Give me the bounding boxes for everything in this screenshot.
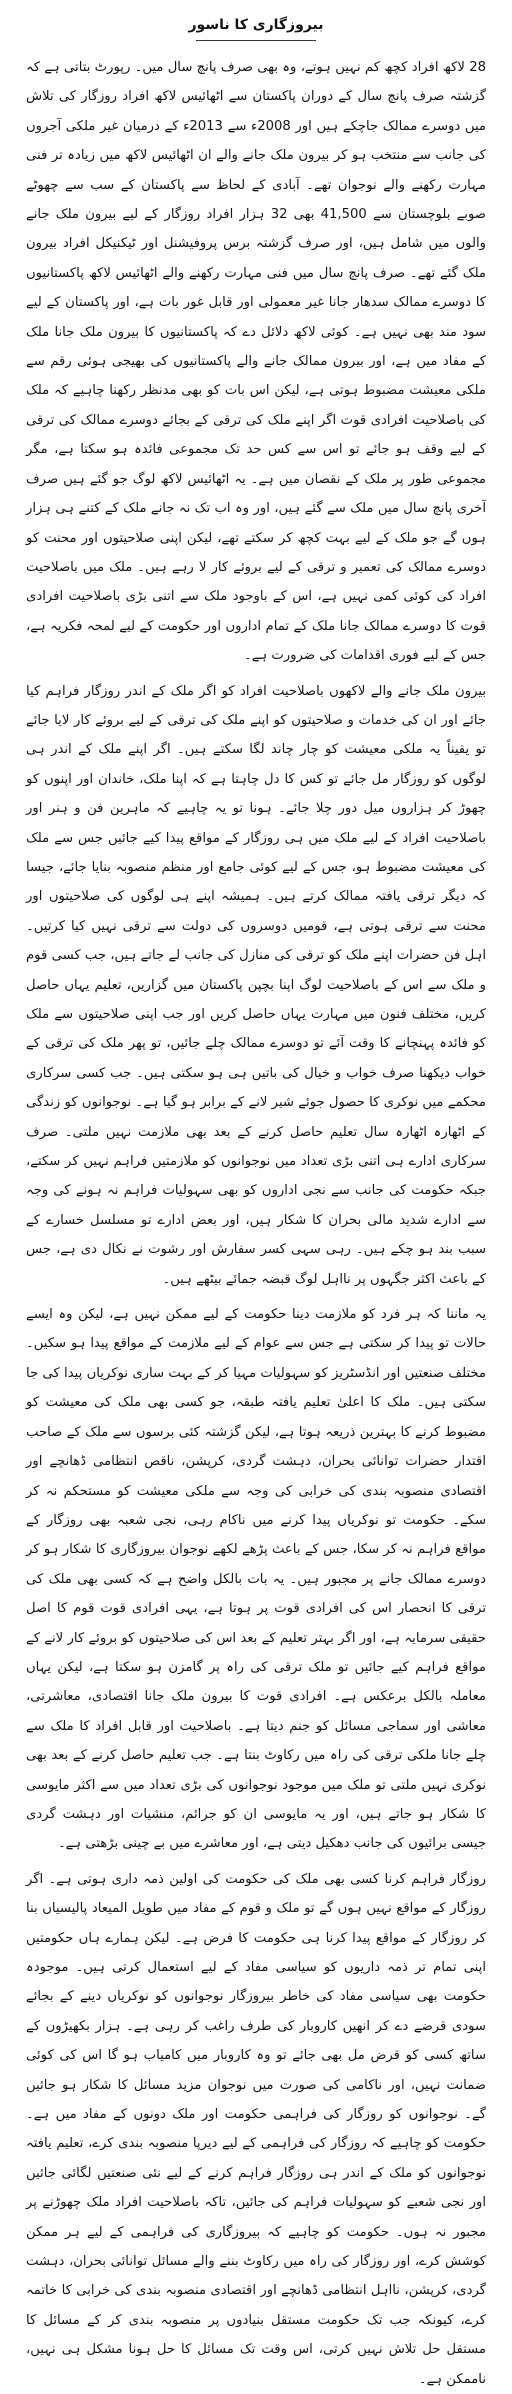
- title-underline: [196, 40, 316, 41]
- article-body: [26, 53, 486, 2394]
- article-title: بیروزگاری کا ناسور: [188, 17, 324, 33]
- article-paragraph: 28 لاکھ افراد کچھ کم نہیں ہوتے، وہ بھی صرف پانچ سال میں۔ رپورٹ بتاتی ہے کہ گزشتہ صرف پانچ سال کے دوران پاکستان سے اٹھائیس لاکھ افراد روزگار کی تلاش میں دوسرے ممالک جاچکے ہیں اور 2008ء سے 2013ء کے درمیان غیر ملکی آجروں کی جانب سے منتخب ہو کر بیرون ملک جانے والے ان اٹھائیس لاکھ میں زیادہ تر فنی مہارت رکھنے والے نوجوان تھے۔ آبادی کے لحاظ سے پاکستان کے سب سے چھوٹے صوبے بلوچستان سے 41,500 بھی 32 ہزار افراد روزگار کے لیے بیرون ملک جانے والوں میں شامل ہیں، اور صرف گزشتہ برس پروفیشنل اور ٹیکنیکل افراد بیرون ملک گئے تھے۔ صرف پانچ سال میں فنی مہارت رکھنے والے اٹھائیس لاکھ پاکستانیوں کا دوسرے ممالک سدھار جانا غیر معمولی اور قابل غور بات ہے، اور پاکستان کے لیے سود مند بھی نہیں ہے۔ کوئی لاکھ دلائل دے کہ پاکستانیوں کا بیرون ملک جانا ملک کے مفاد میں ہے، اور بیرون ممالک جانے والے پاکستانیوں کی بھیجی ہوئی رقم سے ملکی معیشت مضبوط ہوتی ہے، لیکن اس بات کو بھی مدنظر رکھنا چاہیے کہ ملک کی باصلاحیت افرادی قوت اگر اپنے ملک کی ترقی کے بجائے دوسرے ممالک کی ترقی کے لیے وقف ہو جائے تو اس سے کس حد تک مجموعی فائدہ ہو سکتا ہے، مگر مجموعی طور پر ملک کے نقصان میں ہے۔ یہ اٹھائیس لاکھ لوگ جو گئے ہیں صرف آخری پانچ سال میں ملک سے گئے ہیں، اور وہ اب تک نہ جانے ملک کے کتنے ہی ہزار ہوں گے جو ملک کے لیے بہت کچھ کر سکتے تھے، لیکن اپنی صلاحیتوں اور محنت کو دوسرے ممالک کی تعمیر و ترقی کے لیے بروئے کار لا رہے ہیں۔ ملک میں باصلاحیت افراد کی کوئی کمی نہیں ہے، اس کے باوجود ملک سے اتنی بڑی باصلاحیت افرادی قوت کا دوسرے ممالک جانا ملک کے تمام اداروں اور حکومت کے لیے لمحہ فکریہ ہے، جس کے لیے فوری اقدامات کی ضرورت ہے۔: [26, 60, 486, 664]
- article-paragraph: روزگار فراہم کرنا کسی بھی ملک کی حکومت کی اولین ذمہ داری ہوتی ہے۔ اگر روزگار کے مواقع نہیں ہوں گے تو ملک و قوم کے مفاد میں طویل المیعاد پالیسیاں بنا کر روزگار کے مواقع پیدا کرنا ہی حکومت کا فرض ہے۔ لیکن ہمارے ہاں حکومتیں اپنی تمام تر ذمہ داریوں کو سیاسی مفاد کے لیے استعمال کرتی ہیں۔ موجودہ حکومت بھی سیاسی مفاد کی خاطر بیروزگار نوجوانوں کو نوکریاں دینے کے بجائے سودی قرضے دے کر انھیں کاروبار کی طرف راغب کر رہی ہے۔ ہزار بکھیڑوں کے ساتھ کسی کو قرض مل بھی جائے تو وہ کاروبار میں کامیاب ہو گا اس کی کوئی ضمانت نہیں، اور ناکامی کی صورت میں نوجوان مزید مسائل کا شکار ہو جائیں گے۔ نوجوانوں کو روزگار کی فراہمی حکومت اور ملک دونوں کے مفاد میں ہے۔ حکومت کو چاہیے کہ روزگار کی فراہمی کے لیے دیرپا منصوبہ بندی کرے، تعلیم یافتہ نوجوانوں کو ملک کے اندر ہی روزگار فراہم کرنے کے لیے نئی صنعتیں لگائی جائیں اور نجی شعبے کو سہولیات فراہم کی جائیں، تاکہ باصلاحیت افراد ملک چھوڑنے پر مجبور نہ ہوں۔ حکومت کو چاہیے کہ بیروزگاری کی فراہمی کے لیے ہر ممکن کوشش کرے، اور روزگار کی راہ میں رکاوٹ بننے والے مسائل توانائی بحران، دہشت گردی، کرپشن، نااہل انتظامی ڈھانچے اور اقتصادی منصوبہ بندی کی خرابی کا خاتمہ کرے، کیونکہ جب تک حکومت مستقل بنیادوں پر منصوبہ بندی کر کے مسائل کا مستقل حل تلاش نہیں کرتی، اس وقت تک مسائل کا حل ہونا مشکل ہی نہیں، ناممکن ہے۔: [26, 1871, 486, 2387]
- article-paragraph: بیرون ملک جانے والے لاکھوں باصلاحیت افراد کو اگر ملک کے اندر روزگار فراہم کیا جائے اور ان کی خدمات و صلاحیتوں کو اپنے ملک کی ترقی کے لیے بروئے کار لایا جائے تو یقیناً یہ ملکی معیشت کو چار چاند لگا سکتے ہیں۔ اگر اپنے ملک کے اندر ہی لوگوں کو روزگار مل جائے تو کس کا دل چاہتا ہے کہ اپنا ملک، خاندان اور اپنوں کو چھوڑ کر ہزاروں میل دور چلا جائے۔ ہونا تو یہ چاہیے کہ ماہرین فن و ہنر اور باصلاحیت افراد کے لیے ملک میں ہی روزگار کے مواقع پیدا کیے جائیں جس سے ملک کی معیشت مضبوط ہو، جس کے لیے کوئی جامع اور منظم منصوبہ بنایا جائے، جیسا کہ دیگر ترقی یافتہ ممالک کرتے ہیں۔ ہمیشہ اپنے ہی لوگوں کی صلاحیتوں اور محنت سے ترقی ہوتی ہے، قومیں دوسروں کی دولت سے ترقی نہیں کیا کرتیں۔ اہل فن حضرات اپنے ملک کو ترقی کی منازل کی جانب لے جاتے ہیں، جب کسی قوم و ملک سے اس کے باصلاحیت لوگ اپنا بچپن پاکستان میں گزاریں، تعلیم یہاں حاصل کریں، مختلف فنون میں مہارت یہاں حاصل کریں اور جب اپنی صلاحیتوں سے ملک کو فائدہ پہنچانے کا وقت آئے تو دوسرے ممالک چلے جائیں، تو پھر ملک کی ترقی کے خواب دیکھنا صرف خواب و خیال کی باتیں ہی ہو سکتی ہیں۔ جب کسی سرکاری محکمے میں نوکری کا حصول جوئے شیر لانے کے برابر ہو گیا ہے۔ نوجوانوں کو زندگی کے اٹھارہ اٹھارہ سال تعلیم حاصل کرنے کے بعد بھی ملازمت نہیں ملتی۔ صرف سرکاری ادارے ہی اتنی بڑی تعداد میں نوجوانوں کو ملازمتیں فراہم نہیں کر سکتے، جبکہ حکومت کی جانب سے نجی اداروں کو بھی سہولیات فراہم نہ ہونے کی وجہ سے ادارے شدید مالی بحران کا شکار ہیں، اور بعض ادارے تو مسلسل خسارے کے سبب بند ہو چکے ہیں۔ رہی سہی کسر سفارش اور رشوت نے نکال دی ہے، جس کے باعث اکثر جگہوں پر نااہل لوگ قبضہ جمائے بیٹھے ہیں۔: [26, 683, 486, 1287]
- article-paragraph: یہ ماننا کہ ہر فرد کو ملازمت دینا حکومت کے لیے ممکن نہیں ہے، لیکن وہ ایسے حالات تو پیدا کر سکتی ہے جس سے عوام کے لیے ملازمت کے مواقع پیدا ہو سکیں۔ مختلف صنعتیں اور انڈسٹریز کو سہولیات مہیا کر کے بہت ساری نوکریاں پیدا کی جا سکتی ہیں۔ ملک کا اعلیٰ تعلیم یافتہ طبقہ، جو کسی بھی ملک کی معیشت کو مضبوط کرنے کا بہترین ذریعہ ہوتا ہے، لیکن گزشتہ کئی برسوں سے ملک کے صاحب اقتدار حضرات توانائی بحران، دہشت گردی، کرپشن، ناقص انتظامی ڈھانچے اور اقتصادی منصوبہ بندی کی خرابی کی وجہ سے ملکی معیشت کو مستحکم نہ کر سکے۔ حکومت تو نوکریاں پیدا کرنے میں ناکام رہی، نجی شعبہ بھی روزگار کے مواقع فراہم نہ کر سکا، جس کے باعث پڑھے لکھے نوجوان بیروزگاری کا شکار ہو کر دوسرے ممالک جانے پر مجبور ہیں۔ یہ بات بالکل واضح ہے کہ کسی بھی ملک کی ترقی کا انحصار اس کی افرادی قوت پر ہوتا ہے، یہی افرادی قوت قوم کا اصل حقیقی سرمایہ ہے، اور اگر بہتر تعلیم کے بعد اس کی صلاحیتوں کو بروئے کار لانے کے مواقع فراہم کیے جائیں تو ملک ترقی کی راہ پر گامزن ہو سکتا ہے، لیکن یہاں معاملہ بالکل برعکس ہے۔ افرادی قوت کا بیرون ملک جانا اقتصادی، معاشرتی، معاشی اور سماجی مسائل کو جنم دیتا ہے۔ باصلاحیت اور قابل افراد کا ملک سے چلے جانا ملکی ترقی کی راہ میں رکاوٹ بنتا ہے۔ جب تعلیم حاصل کرنے کے بعد بھی نوکری نہیں ملتی تو ملک میں موجود نوجوانوں کی بڑی تعداد میں سے اکثر مایوسی کا شکار ہو جاتے ہیں، اور یہ مایوسی ان کو جرائم، منشیات اور دہشت گردی جیسی برائیوں کی جانب دھکیل دیتی ہے، اور معاشرے میں بے چینی بڑھتی ہے۔: [26, 1307, 486, 1852]
